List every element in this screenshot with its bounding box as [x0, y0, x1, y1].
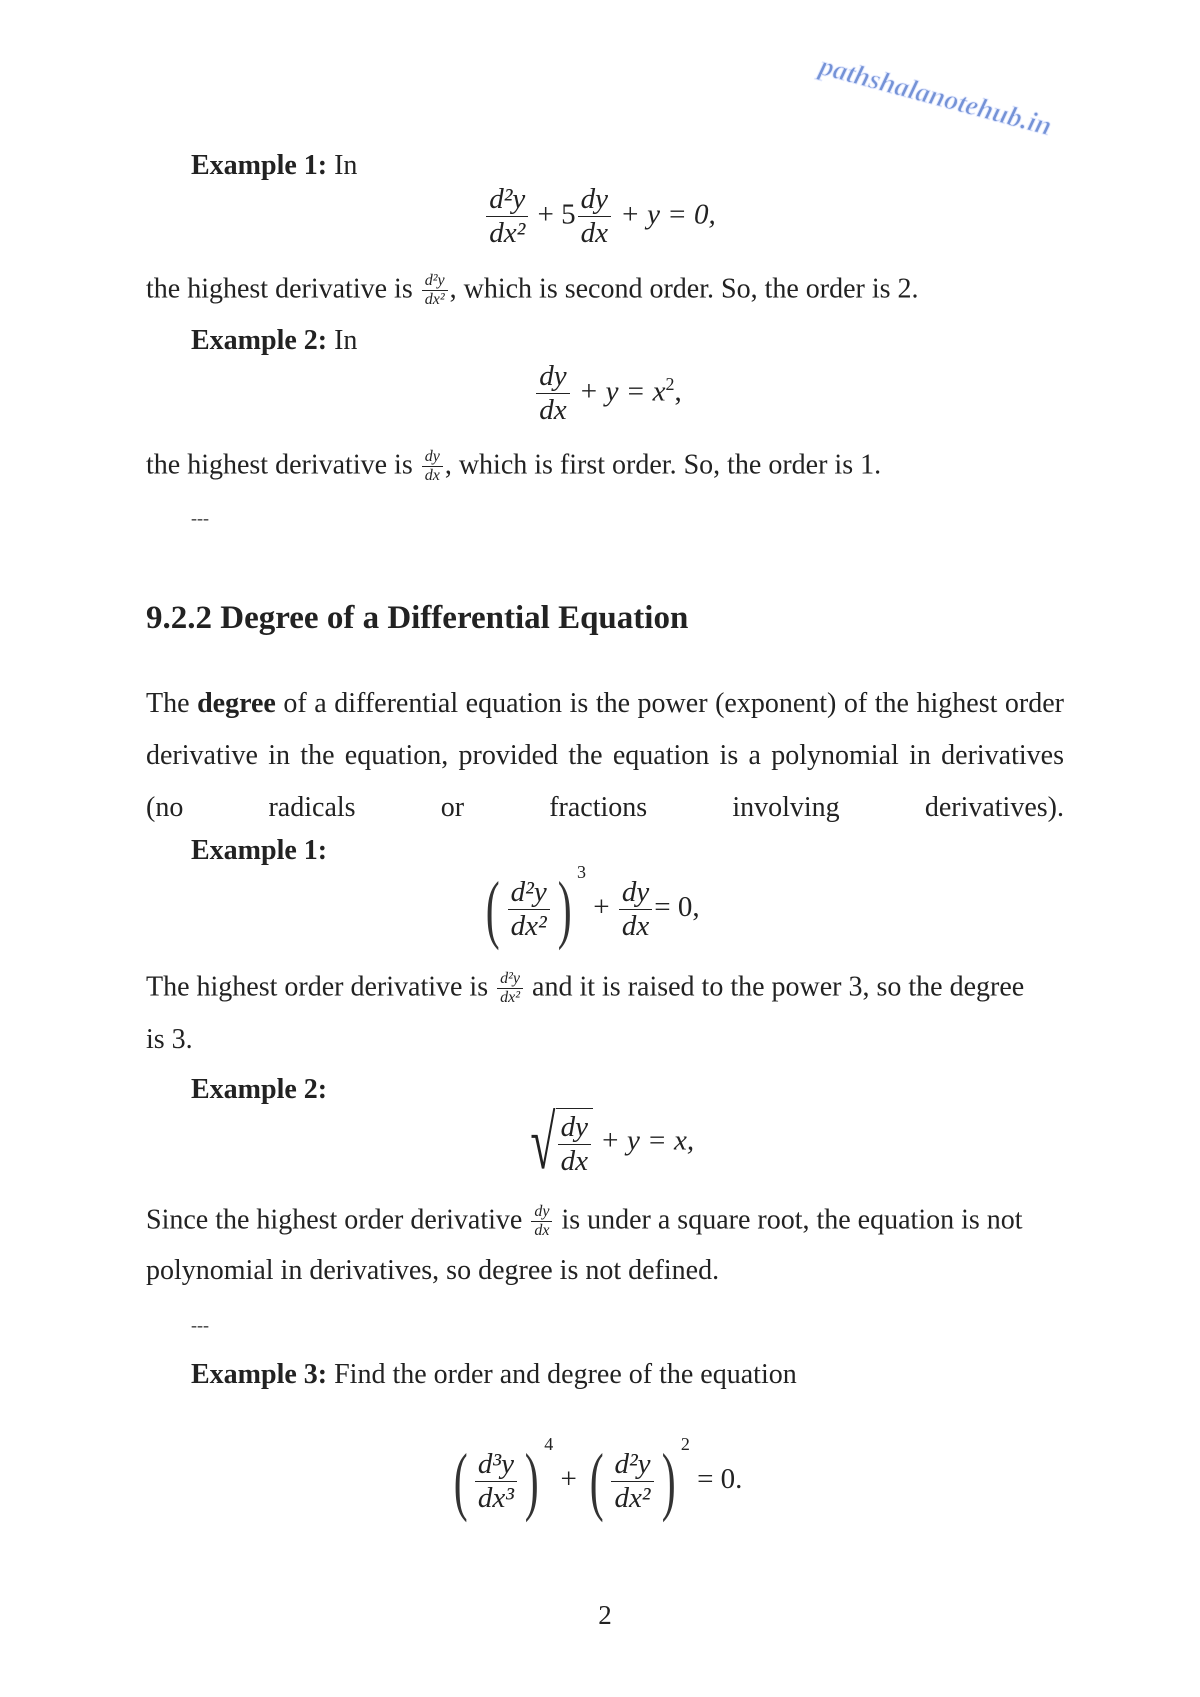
degree-example-2-heading: Example 2:	[191, 1074, 328, 1105]
degree-equation-1: ( $\frac{\text{d²y}}{\text{dx²}}$ ) $^3$ + $\frac{dy}{dx}$ = 0,	[486, 862, 700, 952]
degree-example-3-heading: Example 3: Find the order and degree of the equation	[191, 1359, 797, 1390]
degree-example-2-conclusion: polynomial in derivatives, so degree is not defined.	[146, 1255, 720, 1286]
example-1-explanation: the highest derivative is $\frac{\text{d²y}}{\text{dx²}}$ , which is second order. So, the order is 2.	[146, 272, 919, 309]
degree-definition: The degree of a differential equation is the power (exponent) of the highest order derivative in the equation, provided the equation is a polynomial in derivatives (no radicals or fractions involving derivatives).	[146, 688, 1065, 823]
degree-example-2-explanation: Since the highest order derivative $\frac{dy}{dx}$ is under a square root, the equation is not	[146, 1203, 1023, 1240]
example-2-explanation: the highest derivative is $\frac{dy}{dx}$ , which is first order. So, the order is 1.	[146, 448, 882, 485]
equation-2: $\frac{dy}{dx}$ + $y = x^2$,	[8, 360, 1200, 428]
section-heading: 9.2.2 Degree of a Differential Equation	[146, 600, 689, 636]
degree-equation-2: √ $\frac{dy}{dx}$ + y = x,	[530, 1101, 695, 1185]
equation-1: $\frac{\text{d²y}}{\text{dx²}}$ + 5 $\frac{dy}{dx}$ + y = 0,	[0, 183, 1200, 251]
example-2-heading: Example 2: In	[191, 325, 358, 356]
example-1-heading: Example 1: In	[191, 150, 358, 181]
degree-example-1-explanation: The highest order derivative is $\frac{\text{d²y}}{\text{dx²}}$ and it is raised to the power 3, so the degree	[146, 970, 1025, 1007]
degree-example-1-heading: Example 1:	[191, 835, 328, 866]
watermark: pathshalanotehub.in	[816, 50, 1055, 143]
page-number: 2	[598, 1600, 612, 1630]
separator: ---	[191, 1315, 209, 1335]
separator: ---	[191, 508, 209, 528]
degree-equation-3: ( $\frac{\text{d³y}}{\text{dx³}}$ ) $^4$ + ( $\frac{\text{d²y}}{\text{dx²}}$ ) $^2$ = 0.	[453, 1434, 743, 1524]
degree-example-1-conclusion: is 3.	[146, 1024, 193, 1055]
